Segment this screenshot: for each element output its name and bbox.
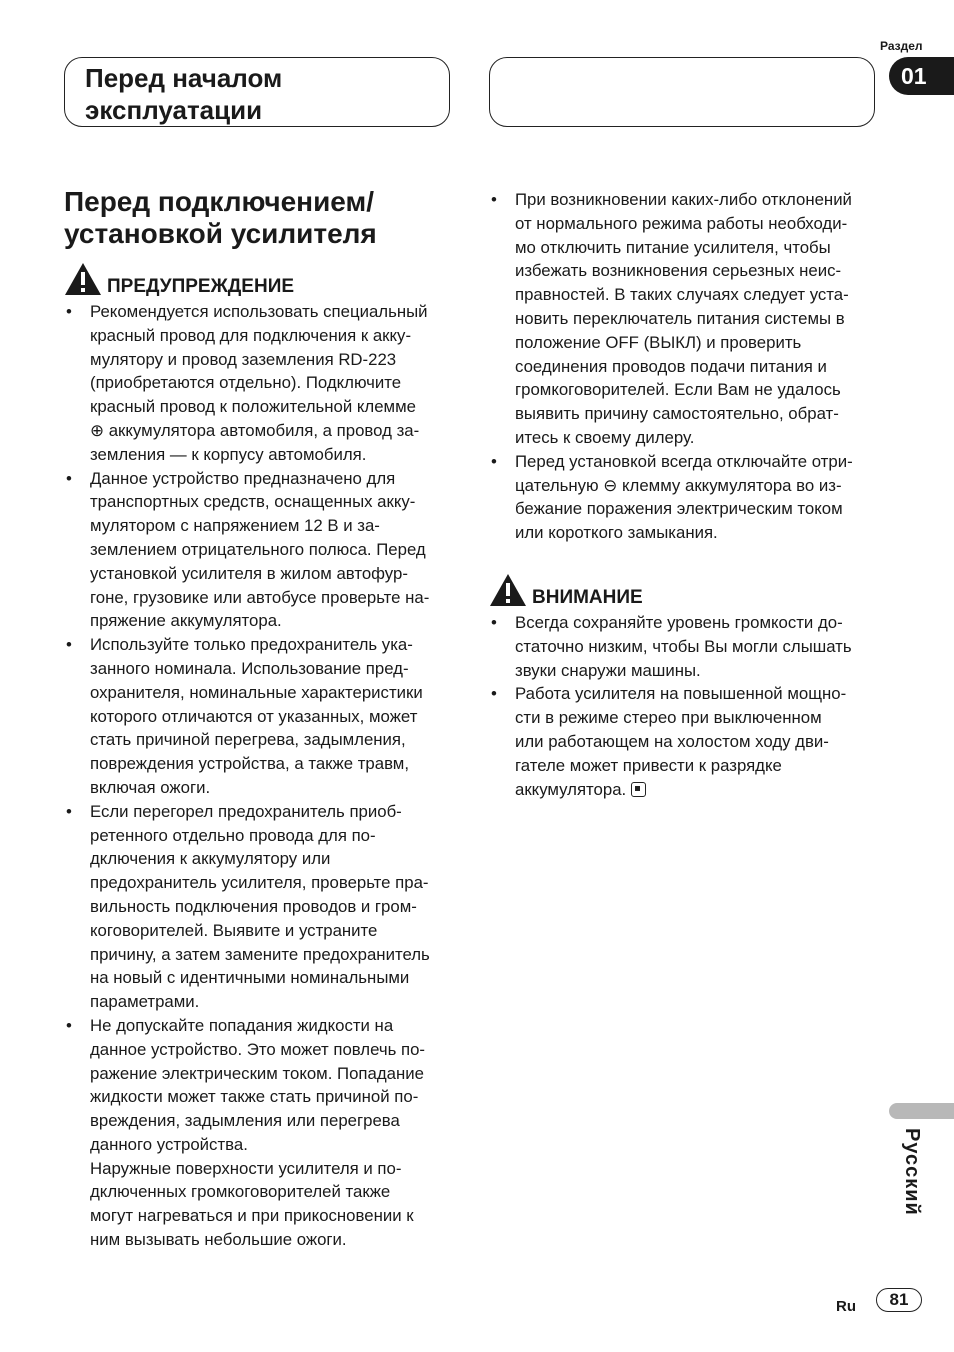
- warning-title: [64, 262, 454, 300]
- language-label: Русский: [901, 1128, 923, 1216]
- header-title: Перед началом эксплуатации: [85, 63, 283, 125]
- header-title-box: [64, 57, 450, 127]
- warning-triangle-icon: [489, 573, 527, 607]
- caution-list: [489, 611, 879, 801]
- list-item: • Используйте только предохранитель ука- занного номинала. Использование пред- охранителя, номинальные характеристики которого отличаются от указанных, может стать причиной перегрева, задымления, повреждения устройства, а также травм, включая ожоги.: [66, 635, 423, 797]
- section-number-tab: 01: [889, 57, 954, 95]
- page-heading: Перед подключением/ установкой усилителя: [64, 186, 377, 249]
- caution-title: [489, 573, 879, 611]
- list-item: • При возникновении каких-либо отклонений от нормального режима работы необходи- мо отключить питание усилителя, чтобы избежать возникновения серьезных неис- правностей. В таких случаях следует уста- новить переключатель питания системы в положение OFF (ВЫКЛ) и проверить соединения проводов подачи питания и громкоговорителей. Если Вам не удалось выявить причину самостоятельно, обрат- итесь к своему дилеру.: [491, 190, 852, 447]
- warning-title-text: ПРЕДУПРЕЖДЕНИЕ: [107, 276, 295, 297]
- caution-title-text: ВНИМАНИЕ: [532, 586, 643, 608]
- list-item: • Данное устройство предназначено для транспортных средств, оснащенных акку- мулятором с напряжением 12 В и за- землением отрицательного полюса. Перед установкой усилителя в жилом автофур- гоне, грузовике или автобусе проверьте на- пряжение аккумулятора.: [66, 468, 430, 631]
- list-item: • Не допускайте попадания жидкости на данное устройство. Это может повлечь по- ражение электрическим током. Попадание жидкости может также стать причиной по- вреждения, задымления или перегрева данного устройства. Наружные поверхности усилителя и по- дключенных громкоговорителей также могут нагреваться и при прикосновении к ним вызывать небольшие ожоги.: [66, 1015, 426, 1250]
- list-item: • Всегда сохраняйте уровень громкости до- статочно низким, чтобы Вы могли слышать звуки снаружи машины.: [491, 612, 852, 680]
- end-mark-icon: [631, 782, 646, 797]
- left-column: [64, 262, 454, 1252]
- warning-list-continued: [489, 188, 879, 545]
- list-item: • Если перегорел предохранитель приоб- ретенного отдельно провода для по- дключения к аккумулятору или предохранитель усилителя, проверьте пра- вильность подключения проводов и гром- коговорителей. Выявите и устраните причину, а затем замените предохранитель на новый с идентичными номинальными параметрами.: [66, 801, 430, 1012]
- page-number: 81: [876, 1288, 922, 1312]
- list-item: • Рекомендуется использовать специальный красный провод для подключения к акку- мулятору и провод заземления RD-223 (приобретаются отдельно). Подключите красный провод к положительной клемме ⊕ аккумулятора автомобиля, а провод за- земления — к корпусу автомобиля.: [66, 302, 428, 464]
- list-item: • Перед установкой всегда отключайте отри- цательную ⊖ клемму аккумулятора во из- бежание поражения электрическим током или короткого замыкания.: [491, 451, 853, 543]
- list-item: • Работа усилителя на повышенной мощно- сти в режиме стерео при выключенном или работающем на холостом ходу дви- гателе может привести к разрядке аккумулятора.: [491, 684, 847, 799]
- warning-triangle-icon: [64, 262, 102, 296]
- language-tab-bar: [889, 1103, 954, 1119]
- footer-language-code: Ru: [836, 1298, 856, 1315]
- warning-list: [64, 300, 454, 1252]
- section-label: Раздел: [880, 39, 923, 53]
- header-empty-box: [489, 57, 875, 127]
- right-column: [489, 188, 879, 801]
